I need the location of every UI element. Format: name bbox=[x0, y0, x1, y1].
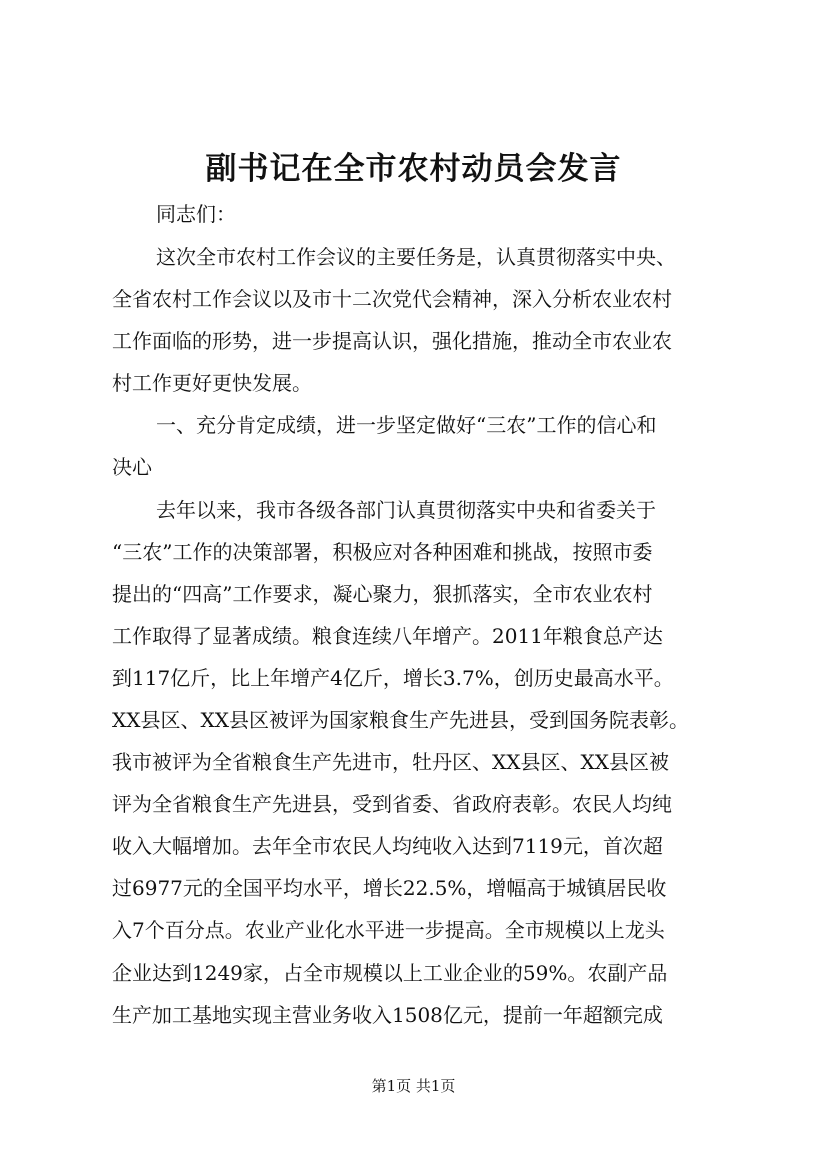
paragraph-2-line-6: XX县区、XX县区被评为国家粮食生产先进县，受到国务院表彰。 bbox=[112, 708, 689, 732]
paragraph-2-line-2: “三农”工作的决策部署，积极应对各种困难和挑战，按照市委 bbox=[112, 540, 653, 564]
page-footer: 第1页 共1页 bbox=[371, 1077, 456, 1095]
paragraph-2-line-4: 工作取得了显著成绩。粮食连续八年增产。2011年粮食总产达 bbox=[112, 624, 663, 648]
paragraph-2-line-3: 提出的“四高”工作要求，凝心聚力，狠抓落实，全市农业农村 bbox=[112, 582, 653, 606]
paragraph-1-line-1: 这次全市农村工作会议的主要任务是，认真贯彻落实中央、 bbox=[156, 245, 676, 269]
paragraph-2-line-10: 过6977元的全国平均水平，增长22.5%，增幅高于城镇居民收 bbox=[112, 876, 667, 900]
greeting: 同志们： bbox=[156, 202, 236, 226]
paragraph-1-line-4: 村工作更好更快发展。 bbox=[112, 371, 312, 395]
paragraph-2-line-1: 去年以来，我市各级各部门认真贯彻落实中央和省委关于 bbox=[156, 498, 656, 522]
paragraph-2-line-7: 我市被评为全省粮食生产先进市，牡丹区、XX县区、XX县区被 bbox=[112, 750, 669, 774]
paragraph-2-line-5: 到117亿斤，比上年增产4亿斤，增长3.7%，创历史最高水平。 bbox=[112, 666, 674, 690]
section-heading-line-2: 决心 bbox=[112, 455, 152, 479]
paragraph-2-line-8: 评为全省粮食生产先进县，受到省委、省政府表彰。农民人均纯 bbox=[112, 792, 672, 816]
paragraph-2-line-9: 收入大幅增加。去年全市农民人均纯收入达到7119元，首次超 bbox=[112, 834, 663, 858]
paragraph-2-line-13: 生产加工基地实现主营业务收入1508亿元，提前一年超额完成 bbox=[112, 1003, 663, 1027]
paragraph-2-line-12: 企业达到1249家，占全市规模以上工业企业的59%。农副产品 bbox=[112, 961, 668, 985]
paragraph-1-line-2: 全省农村工作会议以及市十二次党代会精神，深入分析农业农村 bbox=[112, 287, 672, 311]
section-heading-line-1: 一、充分肯定成绩，进一步坚定做好“三农”工作的信心和 bbox=[156, 413, 657, 437]
document-title: 副书记在全市农村动员会发言 bbox=[205, 151, 622, 187]
paragraph-1-line-3: 工作面临的形势，进一步提高认识，强化措施，推动全市农业农 bbox=[112, 329, 672, 353]
paragraph-2-line-11: 入7个百分点。农业产业化水平进一步提高。全市规模以上龙头 bbox=[112, 918, 665, 942]
